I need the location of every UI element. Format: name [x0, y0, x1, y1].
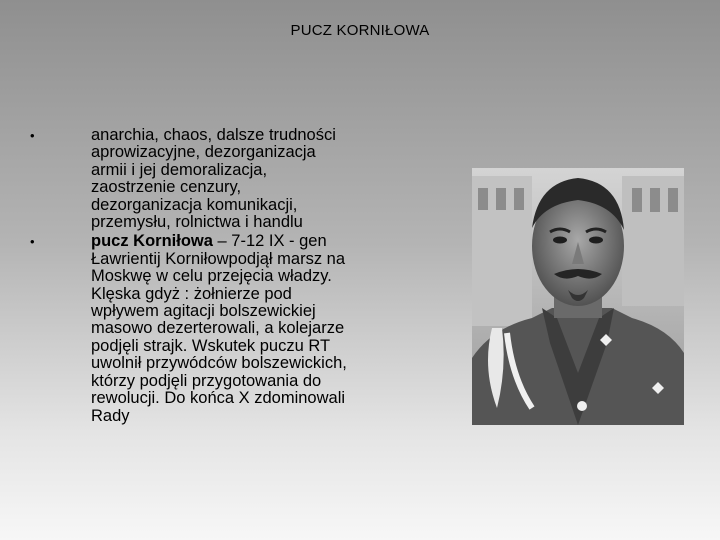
- bullet-bold-term: pucz Korniłowa: [91, 232, 213, 251]
- bullet-list: [30, 127, 350, 425]
- slide-title: PUCZ KORNIŁOWA: [290, 22, 430, 39]
- bullet-dot-icon: •: [30, 128, 35, 143]
- bullet-text: anarchia, chaos, dalsze trudności aprowizacyjne, dezorganizacja armii i jej demoralizacja, zaostrzenie cenzury, dezorganizacja komunikacji, przemysłu, rolnictwa i handlu: [91, 126, 336, 232]
- bullet-item-2: [30, 233, 350, 424]
- bullet-text: – 7-12 IX - gen Ławrientij Korniłowpodjął marsz na Moskwę w celu przejęcia władzy. Klęska gdyż : żołnierze pod wpływem agitacji bolszewickiej masowo dezerterowali, a kolejarze podjęli strajk. Wskutek puczu RT uwolnił przywódców bolszewickich, którzy podjęli przygotowania do rewolucji. Do końca X zdominowali Rady: [91, 232, 347, 425]
- bullet-item-1: [30, 127, 350, 231]
- portrait-photo: [472, 168, 684, 425]
- bullet-dot-icon: •: [30, 234, 35, 250]
